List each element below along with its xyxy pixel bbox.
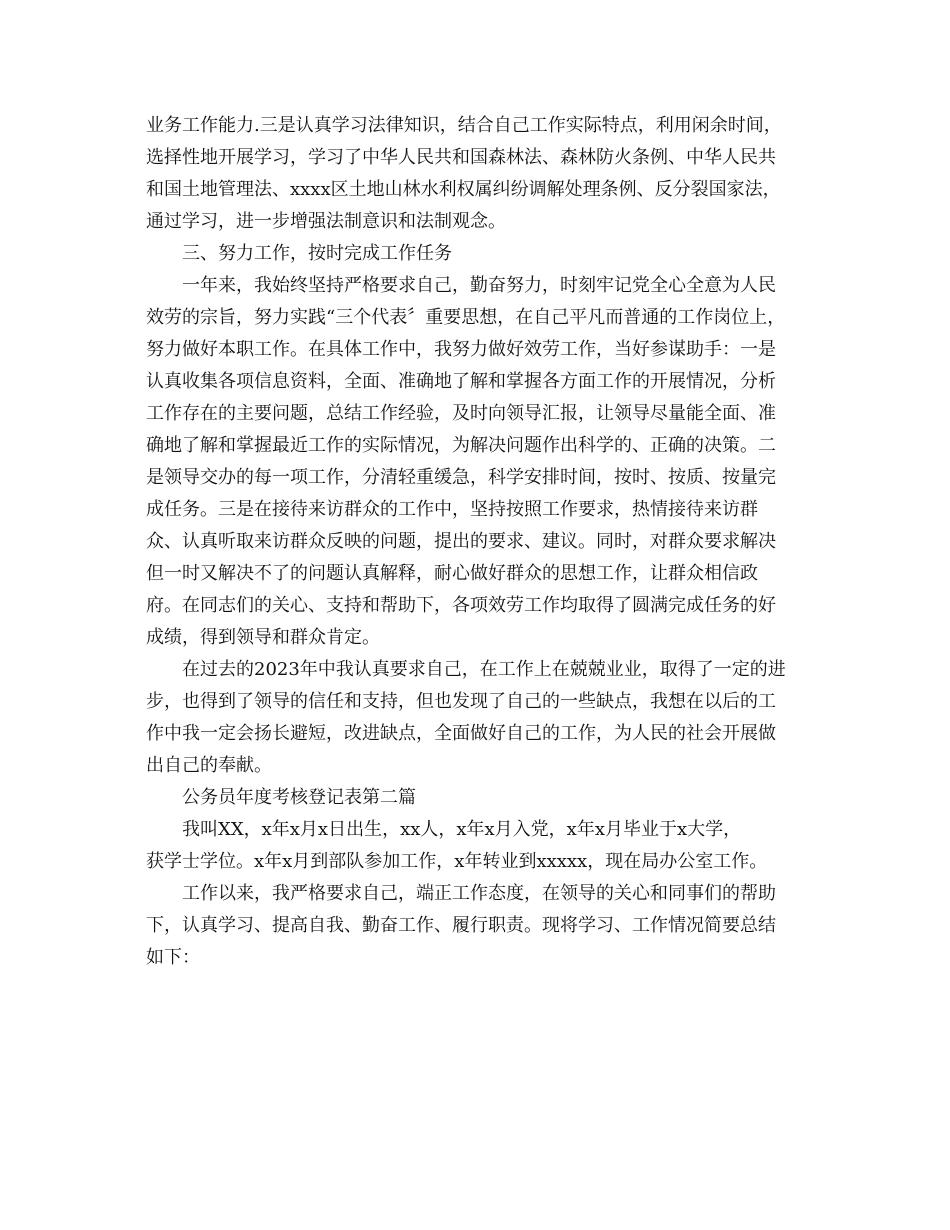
paragraph-work-summary [146, 270, 806, 654]
text-line: 通过学习，进一步增强法制意识和法制观念。 [146, 211, 506, 232]
text-line: 下，认真学习、提高自我、勤奋工作、履行职责。现将学习、工作情况简要总结 [146, 915, 776, 936]
text-line: 获学士学位。x年x月到部队参加工作，x年转业到xxxxx，现在局办公室工作。 [146, 851, 768, 872]
text-line: 成任务。三是在接待来访群众的工作中，坚持按照工作要求，热情接待来访群 [146, 499, 758, 520]
document-body [146, 110, 806, 974]
text-line: 努力做好本职工作。在具体工作中，我努力做好效劳工作，当好参谋助手：一是 [146, 339, 776, 360]
text-line: 成绩，得到领导和群众肯定。 [146, 627, 380, 648]
text-line: 但一时又解决不了的问题认真解释，耐心做好群众的思想工作，让群众相信政 [146, 563, 758, 584]
text-line: 步，也得到了领导的信任和支持，但也发现了自己的一些缺点，我想在以后的工 [146, 691, 776, 712]
text-line: 选择性地开展学习，学习了中华人民共和国森林法、森林防火条例、中华人民共 [146, 147, 776, 168]
paragraph-legal-study [146, 110, 806, 238]
paragraph-year-review [146, 654, 806, 782]
section-heading-three: 三、努力工作，按时完成工作任务 [182, 243, 452, 264]
paragraph-self-intro [146, 814, 806, 878]
text-line: 府。在同志们的关心、支持和帮助下，各项效劳工作均取得了圆满完成任务的好 [146, 595, 776, 616]
text-line: 如下： [146, 947, 200, 968]
section-heading-second-part: 公务员年度考核登记表第二篇 [182, 787, 416, 808]
text-line: 出自己的奉献。 [146, 755, 272, 776]
text-line: 工作存在的主要问题，总结工作经验，及时向领导汇报，让领导尽量能全面、准 [146, 403, 776, 424]
text-line: 是领导交办的每一项工作，分清轻重缓急，科学安排时间，按时、按质、按量完 [146, 467, 776, 488]
text-line: 工作以来，我严格要求自己，端正工作态度，在领导的关心和同事们的帮助 [182, 883, 776, 904]
text-line: 确地了解和掌握最近工作的实际情况，为解决问题作出科学的、正确的决策。二 [146, 435, 776, 456]
text-line: 在过去的2023年中我认真要求自己，在工作上在兢兢业业，取得了一定的进 [182, 659, 786, 680]
paragraph-work-attitude [146, 878, 806, 974]
text-line: 作中我一定会扬长避短，改进缺点，全面做好自己的工作，为人民的社会开展做 [146, 723, 776, 744]
text-line: 众、认真听取来访群众反映的问题，提出的要求、建议。同时，对群众要求解决 [146, 531, 776, 552]
text-line: 和国土地管理法、xxxx区土地山林水利权属纠纷调解处理条例、反分裂国家法， [146, 179, 781, 200]
text-line: 业务工作能力.三是认真学习法律知识，结合自己工作实际特点，利用闲余时间， [146, 115, 782, 136]
text-line: 一年来，我始终坚持严格要求自己，勤奋努力，时刻牢记党全心全意为人民 [182, 275, 776, 296]
text-line: 效劳的宗旨，努力实践“三个代表〞重要思想，在自己平凡而普通的工作岗位上， [146, 307, 786, 328]
text-line: 我叫XX，x年x月x日出生，xx人，x年x月入党，x年x月毕业于x大学， [182, 819, 742, 840]
text-line: 认真收集各项信息资料，全面、准确地了解和掌握各方面工作的开展情况，分析 [146, 371, 776, 392]
